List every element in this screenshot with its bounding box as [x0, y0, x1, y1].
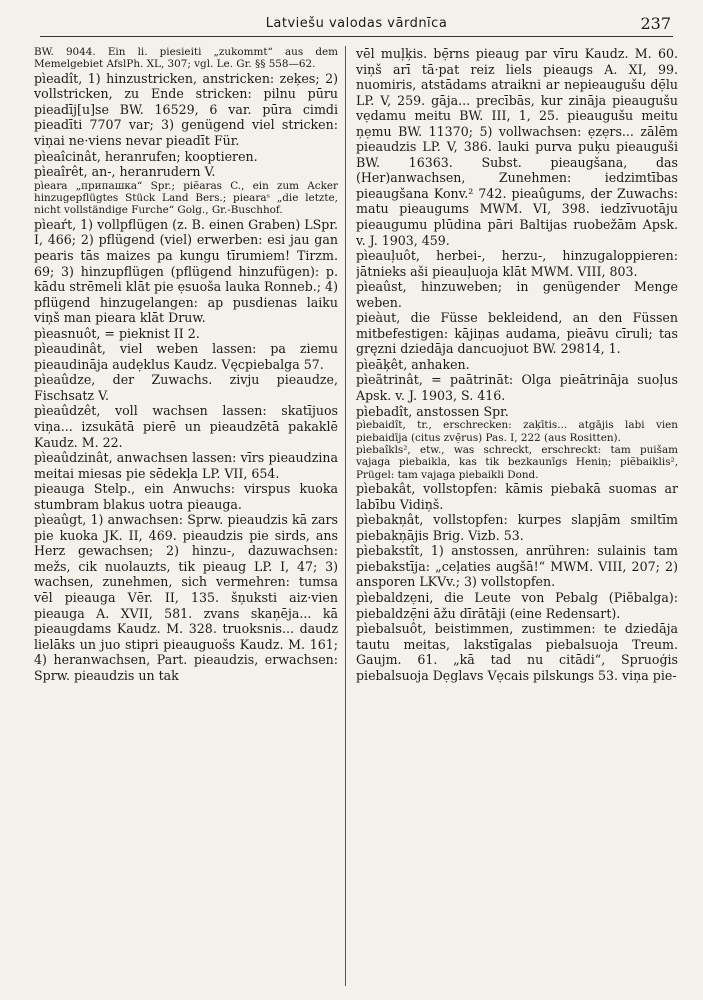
- dictionary-entry: pìeaŕt, 1) vollpflügen (z. B. einen Graben) LSpr. I, 466; 2) pflügend (viel) erwerben: esi jau gan pearis tās maizes pa kungu tīrumiem! Tirzm. 69; 3) hinzupflügen (pflügend hinzufügen): p. kādu strēmeli klāt pie ẹsuoša lauka Ronneb.; 4) pflügend hinzugelangen: ap pusdienas laiku viņš man pieara klāt Druw.: [34, 216, 338, 326]
- dictionary-entry: pìebadît, anstossen Spr.: [356, 403, 509, 419]
- dictionary-entry: pìeāķêt, anhaken.: [356, 356, 470, 372]
- dictionary-entry: pìeaûst, hinzuweben; in genügender Menge weben.: [356, 279, 678, 310]
- dictionary-entry: pìeaîrêt, an-, heranrudern V.: [34, 164, 216, 180]
- running-title: Latviešu valodas vārdnīca: [265, 16, 448, 31]
- dictionary-entry: pìeaîcinât, heranrufen; kooptieren.: [34, 148, 258, 164]
- dictionary-entry: pìeaûdze, der Zuwachs. zivju pieaudze, Fischsatz V.: [34, 372, 338, 403]
- dictionary-entry: vēl muļķis. bẹ̄rns pieaug par vīru Kaudz. M. 60. viņš arī tā·pat reiz liels pieaugs A. XI, 99. nuomiris, atstādams atraikni ar nepieaugušu dẹ̄lu LP. V, 259. gāja... precībās, kur zināja pieaugušu vẹdamu meitu BW. III, 1, 25. pieaugušu meitu ņẹmu BW. 11370; 5) vollwachsen: ẹzẹrs... zālēm pieaudzis LP. V, 386. lauki purva puķu pieauguši BW. 16363. Subst. pieaugšana, das (Her)anwachsen, Zunehmen: iedzimtības pieaugšana Konv.² 742. pieaûgums, der Zuwachs: matu pieaugums MWM. VI, 398. iedzīvuotāju pieaugumu plūdina pāri Baltijas ruobežām Apsk. v. J. 1903, 459.: [356, 46, 678, 248]
- dictionary-entry: pìebakât, vollstopfen: kāmis piebakā suomas ar labību Vidiņš.: [356, 481, 678, 512]
- dictionary-entry: pìeãtrinât, = paātrināt: Olga pieātrināja suoļus Apsk. v. J. 1903, S. 416.: [356, 372, 678, 404]
- dictionary-entry: pìebaidît, tr., erschrecken: zaķītis... atgājis labi vien piebaidīja (citus zvẹ̄rus) Pas. I, 222 (aus Rositten).: [356, 419, 678, 444]
- dictionary-entry: pìebakņât, vollstopfen: kurpes slapjām smiltīm piebakņājis Brig. Vizb. 53.: [356, 512, 678, 543]
- dictionary-entry: pìeaûdzinât, anwachsen lassen: vīrs pieaudzina meitai miesas pie sēdekļa LP. VII, 654.: [34, 450, 338, 481]
- column-divider: [345, 46, 346, 986]
- dictionary-entry: pieàut, die Füsse bekleidend, an den Füssen mitbefestigen: kājiņas audama, pieāvu cīruli; tas gręzni dziedāja dancuojuot BW. 29814, 1.: [356, 310, 678, 357]
- dictionary-entry: pìeara „припашка“ Spr.; piẽaras C., ein zum Acker hinzugepflügtes Stück Land Bers.; piearaˢ „die letzte, nicht vollständige Furche“ Golg., Gr.-Buschhof.: [34, 179, 338, 217]
- dictionary-entry: pìeaudinât, viel weben lassen: pa ziemu pieaudināja audẹklus Kaudz. Vęcpiebalga 57.: [34, 341, 338, 372]
- dictionary-entry: pìeadît, 1) hinzustricken, anstricken: zeķes; 2) vollstricken, zu Ende stricken: pilnu pūru pieadīj[u]se BW. 16529, 6 var. pūra cimdi pieadīti 7707 var; 3) genügend viel stricken: viņai ne·viens nevar pieadīt Für.: [34, 70, 338, 148]
- right-column: [356, 46, 678, 991]
- dictionary-entry: pìeauļuôt, herbei-, herzu-, hinzugaloppieren: jātnieks aši pieauļuoja klāt MWM. VIII, 803.: [356, 248, 678, 279]
- left-column: [34, 46, 338, 991]
- dictionary-entry: pìeaûgt, 1) anwachsen: Sprw. pieaudzis kā zars pie kuoka JK. II, 469. pieaudzis pie sirds, ans Herz gewachsen; 2) hinzu-, dazuwachsen: mežs, cik nuolauzts, tik pieaug LP. I, 47; 3) wachsen, zunehmen, sich vermehren: tumsa vēl pieauga Vēr. II, 135. šņuksti aiz·vien pieauga A. XVII, 581. zvans skaņēja... kā pieaugdams Kaudz. M. 328. truoksnis... daudz lielāks un juo stipri pieauguošs Kaudz. M. 161; 4) heranwachsen, Part. pieaudzis, erwachsen: Sprw. pieaudzis un tak: [34, 512, 338, 683]
- page-header: [40, 14, 673, 37]
- dictionary-entry: pìeasnuôt, = pieknist II 2.: [34, 325, 200, 341]
- dictionary-entry: pieauga Stelp., ein Anwuchs: virspus kuoka stumbram blakus uotra pieauga.: [34, 481, 338, 512]
- dictionary-entry: pìebalsuôt, beistimmen, zustimmen: te dziedāja tautu meitas, lakstīgalas piebalsuoja Treum. Gaujm. 61. „kā tad nu citādi“, Spruoģis piebalsuoja Dẹglavs Vẹcais pilskungs 53. viņa pie-: [356, 621, 678, 683]
- dictionary-entry: BW. 9044. Ein li. piesieiti „zukommt“ aus dem Memelgebiet AfslPh. XL, 307; vgl. Le. Gr. §§ 558—62.: [34, 46, 338, 71]
- dictionary-entry: pìebakstît, 1) anstossen, anrühren: sulainis tam piebakstīja: „ceļaties augšā!“ MWM. VIII, 207; 2) ansporen LKVv.; 3) vollstopfen.: [356, 543, 678, 590]
- dictionary-entry: pìeaûdzêt, voll wachsen lassen: skatījuos viņa... izsukātā pierē un pieaudzētā pakaklē Kaudz. M. 22.: [34, 403, 338, 450]
- page-number: 237: [640, 14, 671, 33]
- dictionary-entry: pìebaldzẹni, die Leute von Pebalg (Piẽbalga): piebaldzẹ̄ni āžu dīrātāji (eine Redensart).: [356, 589, 678, 621]
- dictionary-entry: pìebaîkls², etw., was schreckt, erschreckt: tam puišam vajaga piebaikla, kas tik bezkaunīgs Heniņ; piẽbaiklis², Prügel: tam vajaga piebaikli Dond.: [356, 443, 678, 481]
